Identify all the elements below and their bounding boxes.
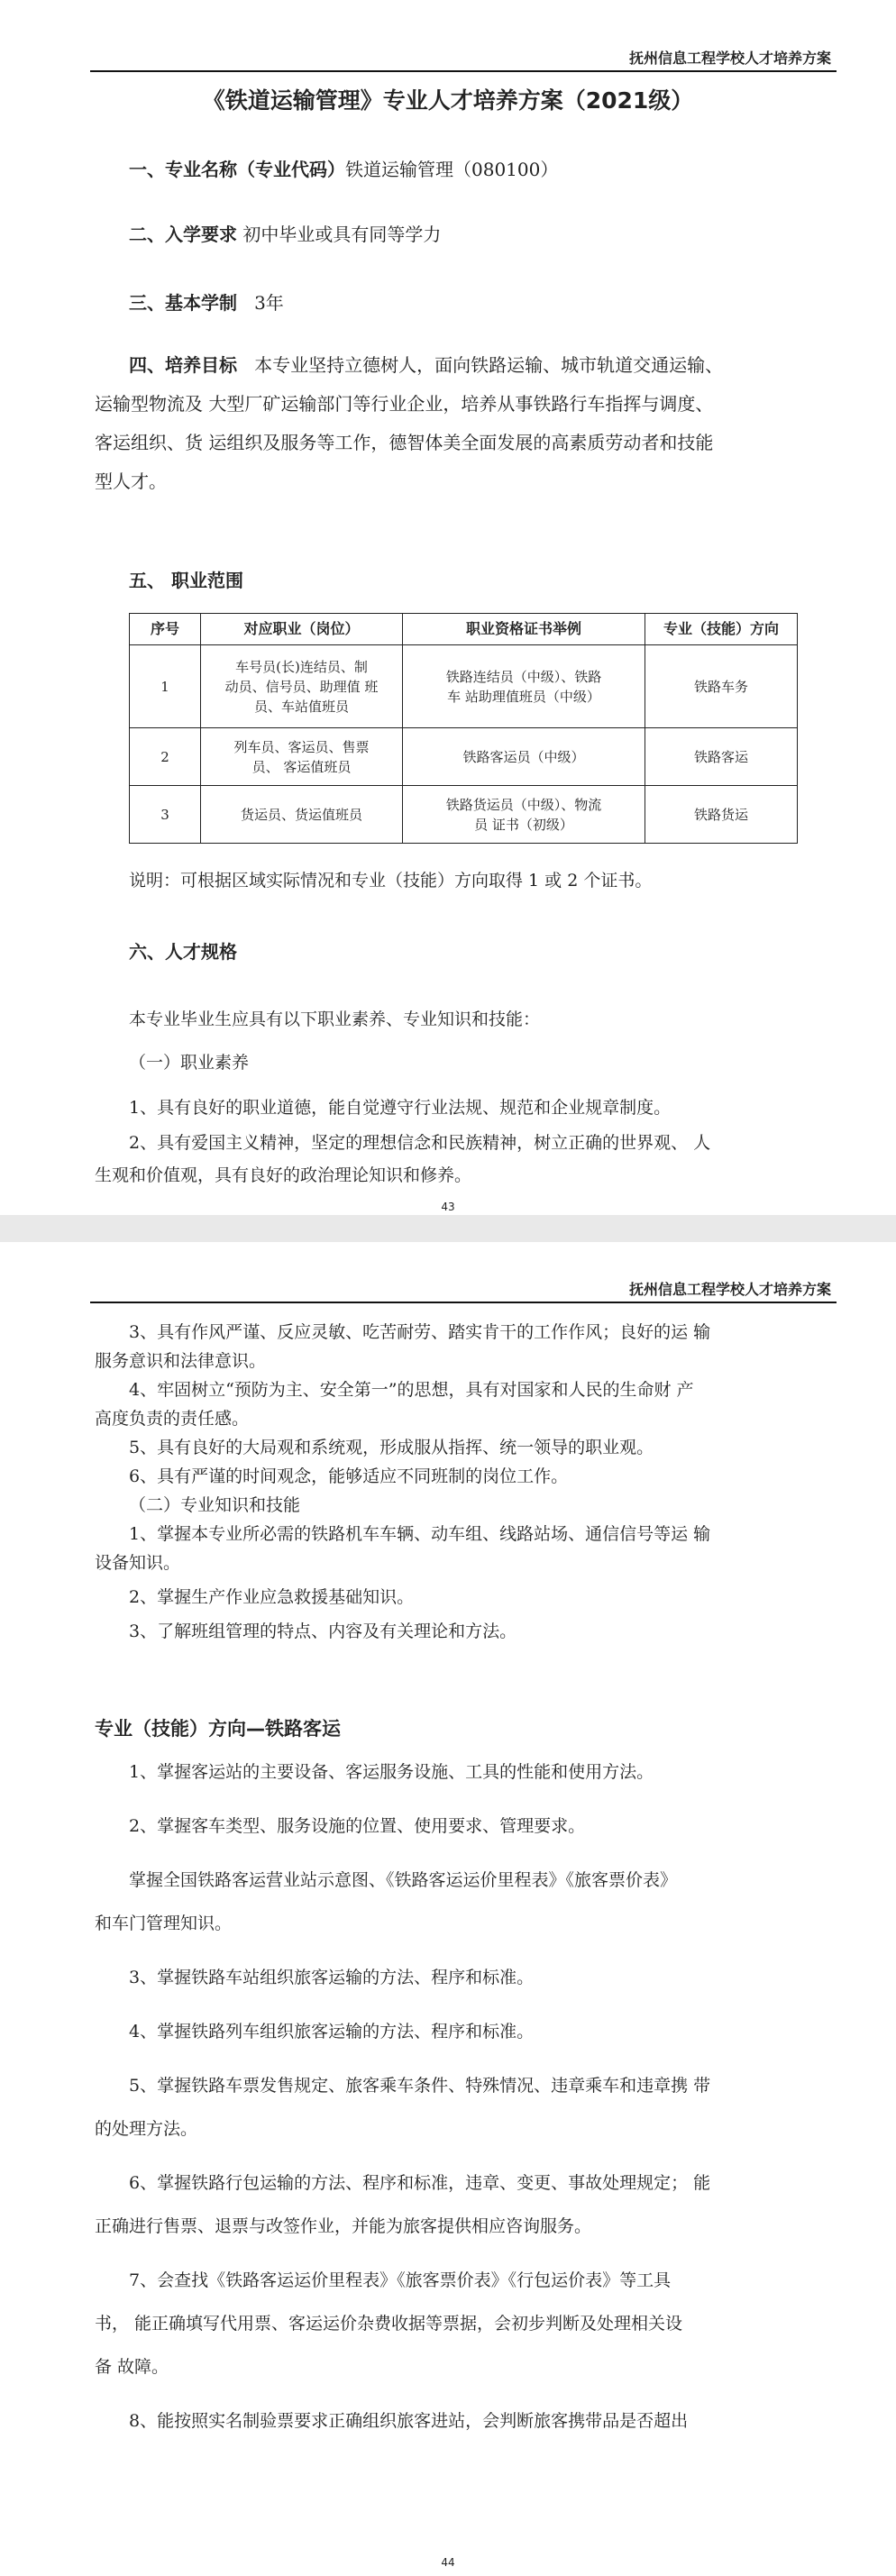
cell-line: 铁路连结员（中级）、铁路 bbox=[445, 668, 602, 685]
col-header-jobs: 对应职业（岗位） bbox=[201, 614, 403, 645]
list-item: 6、掌握铁路行包运输的方法、程序和标准，违章、变更、事故处理规定； 能 bbox=[129, 2173, 711, 2193]
header-rule bbox=[90, 1302, 837, 1303]
cell-line: 铁路客运员（中级） bbox=[462, 748, 585, 765]
table-note: 说明：可根据区域实际情况和专业（技能）方向取得 1 或 2 个证书。 bbox=[129, 871, 653, 891]
competency-line: 3、了解班组管理的特点、内容及有关理论和方法。 bbox=[129, 1621, 517, 1641]
cell-line: 员、 客运值班员 bbox=[251, 758, 352, 775]
section-6-label: 六、人才规格 bbox=[129, 941, 237, 963]
cell-line: 货运员、货运值班员 bbox=[240, 806, 362, 823]
competency-line: 3、具有作风严谨、反应灵敏、吃苦耐劳、踏实肯干的工作作风；良好的运 输 bbox=[129, 1322, 711, 1342]
list-item: 4、掌握铁路列车组织旅客运输的方法、程序和标准。 bbox=[129, 2022, 535, 2042]
section-5-label: 五、 职业范围 bbox=[129, 570, 243, 591]
list-item: 2、掌握客车类型、服务设施的位置、使用要求、管理要求。 bbox=[129, 1816, 586, 1836]
page-number: 44 bbox=[441, 2556, 455, 2569]
list-item: 掌握全国铁路客运营业站示意图、《铁路客运运价里程表》《旅客票价表》 bbox=[129, 1870, 678, 1890]
table-header-row bbox=[130, 614, 798, 645]
competency-line: 设备知识。 bbox=[95, 1553, 181, 1573]
subsection-knowledge: （二）专业知识和技能 bbox=[129, 1495, 301, 1515]
section-1-value: 铁道运输管理（080100） bbox=[345, 159, 559, 180]
cell-line: 车 站助理值班员（中级） bbox=[447, 688, 600, 705]
cell-direction: 铁路车务 bbox=[645, 645, 798, 728]
item-line: 生观和价值观，具有良好的政治理论知识和修养。 bbox=[95, 1165, 472, 1185]
cell-no: 1 bbox=[130, 645, 201, 728]
cell-direction: 铁路货运 bbox=[645, 786, 798, 844]
career-table bbox=[129, 613, 798, 844]
document-page-2 bbox=[0, 1242, 896, 2576]
subsection-vocational: （一）职业素养 bbox=[129, 1053, 250, 1073]
direction-heading: 专业（技能）方向—铁路客运 bbox=[95, 1718, 341, 1740]
table-row bbox=[130, 786, 798, 844]
list-item: 书， 能正确填写代用票、客运运价杂费收据等票据，会初步判断及处理相关设 bbox=[95, 2314, 683, 2334]
competency-line: 1、掌握本专业所必需的铁路机车车辆、动车组、线路站场、通信信号等运 输 bbox=[129, 1524, 711, 1544]
col-header-certs: 职业资格证书举例 bbox=[403, 614, 645, 645]
document-page-1 bbox=[0, 0, 896, 1215]
competency-block bbox=[95, 1318, 843, 1646]
section-2 bbox=[129, 220, 441, 246]
item-line: 2、具有爱国主义精神，坚定的理想信念和民族精神，树立正确的世界观、 人 bbox=[129, 1133, 711, 1153]
list-item: 5、掌握铁路车票发售规定、旅客乘车条件、特殊情况、违章乘车和违章携 带 bbox=[129, 2076, 711, 2096]
competency-line: 4、牢固树立“预防为主、安全第一”的思想，具有对国家和人民的生命财 产 bbox=[129, 1380, 694, 1400]
table-row bbox=[130, 728, 798, 786]
cell-line: 列车员、客运员、售票 bbox=[233, 738, 370, 755]
page-number: 43 bbox=[441, 1201, 455, 1213]
col-header-no: 序号 bbox=[130, 614, 201, 645]
competency-line: 5、具有良好的大局观和系统观，形成服从指挥、统一领导的职业观。 bbox=[129, 1438, 654, 1457]
competency-line: 2、掌握生产作业应急救援基础知识。 bbox=[129, 1587, 415, 1607]
cell-line: 员 证书（初级） bbox=[474, 816, 573, 833]
page-header: 抚州信息工程学校人才培养方案 bbox=[628, 50, 831, 67]
header-rule bbox=[90, 70, 837, 72]
section-3-value: 3年 bbox=[254, 292, 284, 314]
cell-line: 车号员(长)连结员、制 bbox=[235, 658, 368, 675]
section-4-line-2: 运输型物流及 大型厂矿运输部门等行业企业，培养从事铁路行车指挥与调度、 bbox=[95, 393, 714, 415]
cell-certs bbox=[403, 728, 645, 786]
competency-line: 高度负责的责任感。 bbox=[95, 1409, 250, 1429]
cell-no: 3 bbox=[130, 786, 201, 844]
cell-certs bbox=[403, 645, 645, 728]
document-title: 《铁道运输管理》专业人才培养方案（2021级） bbox=[202, 87, 694, 114]
list-item: 3、掌握铁路车站组织旅客运输的方法、程序和标准。 bbox=[129, 1968, 535, 1987]
cell-jobs bbox=[201, 728, 403, 786]
cell-certs bbox=[403, 786, 645, 844]
competency-line: 服务意识和法律意识。 bbox=[95, 1351, 267, 1371]
section-3-label: 三、基本学制 bbox=[129, 292, 237, 314]
cell-direction: 铁路客运 bbox=[645, 728, 798, 786]
cell-no: 2 bbox=[130, 728, 201, 786]
section-1-label: 一、专业名称（专业代码） bbox=[129, 159, 345, 180]
section-4-line-1: 本专业坚持立德树人，面向铁路运输、城市轨道交通运输、 bbox=[254, 354, 724, 376]
list-item: 和车门管理知识。 bbox=[95, 1914, 233, 1933]
vocational-item-1: 1、具有良好的职业道德，能自觉遵守行业法规、规范和企业规章制度。 bbox=[129, 1098, 672, 1118]
page-header: 抚州信息工程学校人才培养方案 bbox=[628, 1281, 831, 1298]
cell-line: 员、车站值班员 bbox=[253, 698, 349, 715]
section-6 bbox=[129, 937, 237, 964]
cell-jobs bbox=[201, 786, 403, 844]
section-3 bbox=[129, 288, 284, 315]
cell-line: 铁路货运员（中级）、物流 bbox=[445, 796, 602, 813]
section-4-label: 四、培养目标 bbox=[129, 354, 237, 376]
section-4-line-4: 型人才。 bbox=[95, 470, 167, 492]
list-item: 8、能按照实名制验票要求正确组织旅客进站，会判断旅客携带品是否超出 bbox=[129, 2411, 689, 2431]
talent-intro: 本专业毕业生应具有以下职业素养、专业知识和技能： bbox=[129, 1009, 541, 1029]
direction-items bbox=[95, 1750, 843, 2443]
section-1 bbox=[129, 155, 558, 181]
list-item: 正确进行售票、退票与改签作业，并能为旅客提供相应咨询服务。 bbox=[95, 2216, 592, 2236]
section-2-value: 初中毕业或具有同等学力 bbox=[242, 224, 442, 245]
section-2-label: 二、入学要求 bbox=[129, 224, 237, 245]
list-item: 备 故障。 bbox=[95, 2357, 169, 2377]
vocational-item-2 bbox=[95, 1127, 843, 1192]
cell-line: 动员、信号员、助理值 班 bbox=[224, 678, 379, 695]
section-4 bbox=[95, 346, 843, 501]
list-item: 7、会查找《铁路客运运价里程表》《旅客票价表》《行包运价表》等工具 bbox=[129, 2270, 672, 2290]
col-header-direction: 专业（技能）方向 bbox=[645, 614, 798, 645]
section-5 bbox=[129, 566, 243, 592]
list-item: 的处理方法。 bbox=[95, 2119, 198, 2139]
cell-jobs bbox=[201, 645, 403, 728]
table-row bbox=[130, 645, 798, 728]
list-item: 1、掌握客运站的主要设备、客运服务设施、工具的性能和使用方法。 bbox=[129, 1762, 654, 1782]
section-4-line-3: 客运组织、货 运组织及服务等工作，德智体美全面发展的高素质劳动者和技能 bbox=[95, 432, 714, 453]
competency-line: 6、具有严谨的时间观念，能够适应不同班制的岗位工作。 bbox=[129, 1466, 569, 1486]
